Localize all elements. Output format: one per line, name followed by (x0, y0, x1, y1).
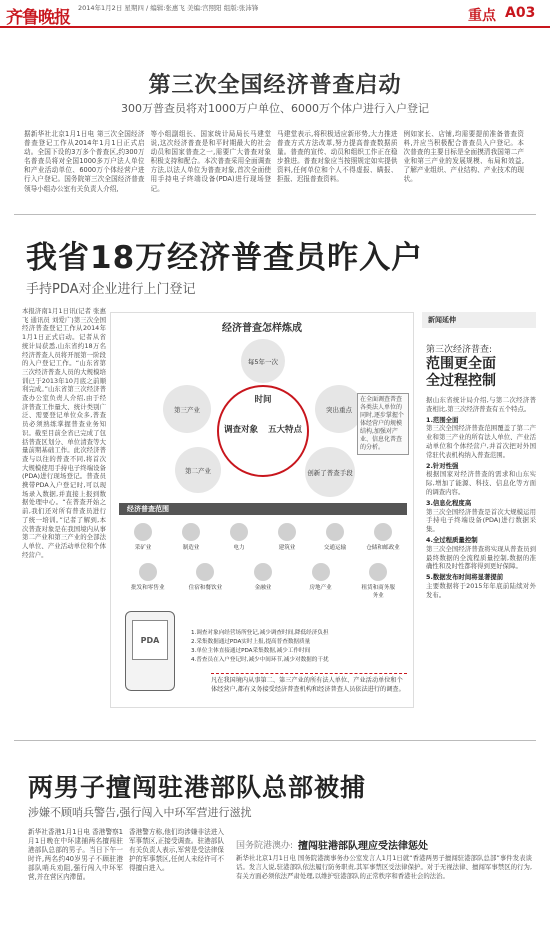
story3-col-2: 香港警方称,他们均涉嫌非法进入军事禁区,正接受调查。驻港部队有关负责人表示,军营是受法律保护的军事禁区,任何人未经许可不得擅自进入。 (129, 828, 224, 873)
story1-headline[interactable]: 第三次全国经济普查启动 (148, 73, 402, 98)
time-label: 时间 (254, 395, 272, 405)
sidebar-body (426, 396, 536, 708)
sidebar-tag: 新闻延伸 (422, 312, 536, 328)
industry-step (126, 523, 160, 551)
divider (14, 740, 536, 741)
industry-label: 住宿和餐饮业 (188, 585, 223, 591)
bubble-label: 第二产业 (185, 466, 211, 475)
industry-step (270, 523, 304, 551)
sidebar-point-text: 第三次全国经济普查将实现从普查员到最终数据的全流程质量控制,数据的准确性和及时性都将得到更好保障。 (426, 544, 536, 571)
industry-step (174, 523, 208, 551)
masthead (0, 0, 550, 28)
related-kicker: 国务院港澳办: (236, 841, 294, 851)
industry-label: 金融业 (254, 585, 272, 591)
industry-icon (230, 523, 248, 541)
bubble-label: 每5年一次 (247, 357, 279, 366)
industry-label: 采矿业 (134, 545, 152, 551)
story1-col-3: 马建堂表示,将积极适应新形势,大力推进普查方式方法改革,努力提高普查数据质量。普查的宣传、动员和组织工作正在稳步推进。普查对象应当按照规定如实提供资料,任何单位和个人不得虚报、瞒报、拒报、迟报普查资料。 (277, 130, 398, 184)
pda-step: 1.调查对象向经营场所登记,减少调查时间,降低经济负担 (191, 630, 329, 636)
pda-step: 3.单位主体直接通过PDA采集数据,减少工作时间 (191, 648, 311, 654)
pda-step: 2.采集数据通过PDA实时上报,提高普查数据质量 (191, 639, 311, 645)
pda-device (125, 611, 175, 691)
story3-col-1: 新华社香港1月1日电 香港警察1月1日晚在中环逮捕两名擅闯驻港部队总部的男子。当日下午一时许,两名约40岁男子不顾驻港部队哨兵劝阻,强行闯入中环军营,并在营区内滞留。 (28, 828, 123, 882)
infographic (110, 312, 414, 708)
sidebar-intro: 据山东省统计局介绍,与第二次经济普查相比,第三次经济普查有五个特点。 (426, 396, 536, 413)
bubble-every-5-years (241, 339, 285, 383)
industry-icon (369, 563, 387, 581)
industry-label: 房地产业 (309, 585, 332, 591)
industry-icon (374, 523, 392, 541)
industry-label: 批发和零售业 (131, 585, 165, 591)
sidebar-point-head: 4.全过程质量控制 (426, 535, 478, 544)
story1-subheadline: 300万普查员将对1000万户单位、6000万个体户进行入户登记 (121, 102, 429, 115)
bubble-focus (315, 385, 363, 433)
scope-label: 经济普查范围 (127, 505, 169, 513)
industry-icon (278, 523, 296, 541)
sidebar-point-head: 2.针对性强 (426, 461, 459, 470)
pda-step: 4.普查员在入户登记时,减少中间环节,减少对数据的干扰 (191, 657, 329, 663)
section-name: 重点 (468, 8, 496, 24)
story1-col-4: 例如家长、店铺,均需要提前准备普查资料,并应当积极配合普查员入户登记。本次普查的主要目标是全面摸清我国第二产业和第三产业的发展规模、布局和效益,了解产业组织、产业结构、产业技术的现状。 (403, 130, 524, 184)
bubble-secondary (175, 447, 221, 493)
industry-step (361, 563, 395, 599)
story1-body (24, 130, 524, 202)
page-number: A03 (505, 5, 536, 21)
industry-label: 电力 (233, 545, 245, 551)
sidebar-point-head: 1.范围全面 (426, 415, 459, 424)
industry-label: 制造业 (182, 545, 200, 551)
industry-step (131, 563, 165, 591)
industry-icon (326, 523, 344, 541)
sidebar-point-head: 3.信息化程度高 (426, 498, 472, 507)
sidebar (422, 312, 536, 708)
sidebar-point-text: 主要数据将于2015年年底前陆续对外发布。 (426, 581, 536, 599)
industry-label: 仓储和邮政业 (366, 545, 400, 551)
sidebar-point-text: 第三次全国经济普查是首次大规模运用手持电子终端设备(PDA)进行数据采集。 (426, 507, 536, 534)
industry-icon (254, 563, 272, 581)
industry-label: 建筑业 (278, 545, 296, 551)
related-body: 新华社北京1月1日电 国务院港澳事务办公室发言人1月1日就“香港两男子擅闯驻港部队总部”事件发表谈话。发言人说,驻港部队依法履行防务职责,其军事禁区受法律保护。对于无视法律、擅闯军事禁区的行为,有关方面必须依法严肃处理,以维护驻港部队的正常秩序和香港社会的法治。 (236, 854, 532, 880)
industry-icon (182, 523, 200, 541)
infographic-caption: 凡在我国境内从事第二、第三产业的所有法人单位、产业活动单位和个体经营户,都有义务接受经济普查机构和经济普查人员依法进行的调查。 (211, 673, 407, 694)
bubble-label: 第三产业 (174, 405, 200, 414)
issue-info: 2014年1月2日 星期四 / 编辑:张惠飞 美编:宫照阳 组版:张沛锋 (78, 4, 259, 12)
industry-step (318, 523, 352, 551)
story2-body: 本报济南1月1日讯(记者 张惠飞 通讯员 刘爱广)第三次全国经济普查登记工作从2014年1月1日正式启动。记者从省统计局获悉,山东省约18万名经济普查人员将开展第一阶段的入户登记工作。“山东省第三次经济普查人员的大规模培训已于2013年10月底之前顺利完成。”山东省第三次经济普查办公室负责人介绍,由于经济普查工作量大、统计类别广泛、需要登记单位众多,普查员必须熟练掌握普查业务知识。截至目前全省已完成了包括普查区划分、单位清查等大量前期基础工作。此次经济普查与以往的普查不同,将首次大规模使用手持电子终端设备(PDA)进行现场登记。普查员携带PDA入户登记时,可以现场录入数据,并直接上报到数据处理中心。“在普查开始之前,我们还对所有普查员进行了统一培训。”记者了解到,本次普查对象是在我国境内从事第二产业和第三产业的全部法人单位、产业活动单位和个体经营户。 (22, 307, 106, 559)
sidebar-point-text: 根据国家对经济普查的需求和山东实际,增加了能源、科技、信息化等方面的调查内容。 (426, 470, 536, 496)
sidebar-point-head: 5.数据发布时间将显著提前 (426, 573, 504, 582)
related-headline[interactable]: 擅闯驻港部队理应受法律惩处 (298, 841, 428, 852)
bubble-label: 创新了普查手段 (307, 468, 353, 477)
industry-step (366, 523, 400, 551)
story1-col-1: 据新华社北京1月1日电 第三次全国经济普查登记工作从2014年1月1日正式启动。全国下设的3万多个普查区,约300万名普查员将对全国1000多万户法人单位和产业活动单位、6000万个体经营户进行入户登记。国务院第三次全国经济普查领导小组办公室有关负责人介绍, (24, 130, 145, 193)
sidebar-point-text: 第三次全国经济普查范围覆盖了第二产业和第三产业的所有法人单位、产业活动单位和个体经营户,并首次把对外国常驻代表机构纳入普查范围。 (426, 424, 536, 459)
industry-icon (196, 563, 214, 581)
pda-screen: PDA (132, 620, 168, 660)
industry-icon (312, 563, 330, 581)
infographic-note: 在全面调查普查各类法人单位的同时,逐步掌握个体经营户的规模结构,加强对产业、信息化普查的分析。 (357, 393, 409, 455)
industry-step (188, 563, 222, 591)
newspaper-logo: 齐鲁晚报 (6, 8, 70, 28)
story3-headline[interactable]: 两男子擅闯驻港部队总部被捕 (28, 773, 367, 802)
industry-step (304, 563, 338, 591)
divider (14, 214, 536, 215)
story2-headline[interactable]: 我省18万经济普查员昨入户 (26, 240, 424, 276)
center-left-label: 调查对象 (223, 425, 258, 435)
industry-label: 租赁和商务服务业 (361, 585, 395, 599)
bubble-innovation (305, 447, 355, 497)
bubble-label: 突出重点 (326, 405, 352, 414)
industry-icon (134, 523, 152, 541)
story3-body (28, 828, 224, 920)
industry-step (222, 523, 256, 551)
infographic-title: 经济普查怎样炼成 (222, 323, 302, 334)
sidebar-points (426, 416, 536, 600)
center-right-label: 五大特点 (267, 425, 302, 435)
sidebar-kicker: 第三次经济普查: (426, 345, 493, 355)
sidebar-title[interactable]: 范围更全面 全过程控制 (426, 356, 496, 389)
story1-col-2: 等小组副组长、国家统计局局长马建堂说,这次经济普查是和平时期最大的社会动员和国家普查之一,需要广大普查对象积极支持和配合。本次普查采用全面调查方法,以法人单位为普查对象,首次全面使用手持电子终端设备(PDA)进行现场登记。 (150, 130, 271, 193)
industry-step (246, 563, 280, 591)
pda-steps (191, 629, 405, 665)
story2-subheadline: 手持PDA对企业进行上门登记 (26, 282, 196, 297)
bubble-tertiary (163, 385, 211, 433)
story3-subheadline: 涉嫌不顾哨兵警告,强行闯入中环军营进行滋扰 (28, 806, 252, 819)
industry-label: 交通运输 (323, 545, 347, 551)
industry-icon (139, 563, 157, 581)
